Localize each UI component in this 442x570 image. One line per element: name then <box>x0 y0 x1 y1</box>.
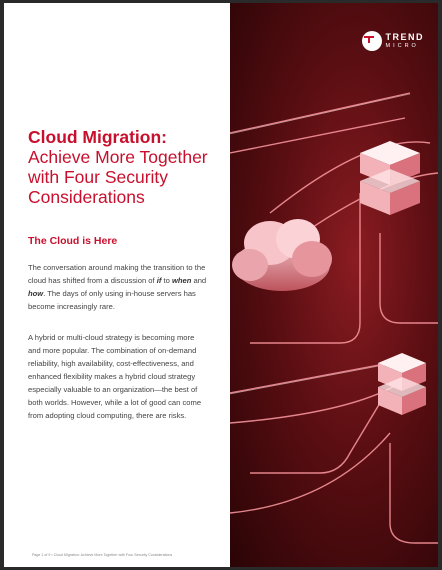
page-footer: Page 1 of 9 • Cloud Migration: Achieve More Together with Four Security Considerations <box>32 553 173 557</box>
paragraph-1: The conversation around making the transition to the cloud has shifted from a discussion of if to when and how. The days of only using in-house servers has become increasingly rare. <box>28 263 207 311</box>
section-heading: The Cloud is Here <box>28 235 118 247</box>
cloud-servers-illustration <box>230 3 438 567</box>
brand-name: TREND <box>385 31 424 42</box>
cloud-shape <box>232 219 332 291</box>
paragraph-2: A hybrid or multi-cloud strategy is becoming more and more popular. The combination of on-demand reliability, high availability, cost-effectiveness, and enhanced flexibility makes a hybrid cloud strategy especially valuable to an organization—the best of both worlds. However, while a lot of good can come from adopting cloud computing, there are risks. <box>28 333 202 420</box>
server-stack-lower <box>378 353 426 415</box>
title-bold: Cloud Migration: <box>28 127 168 147</box>
server-stack-upper <box>360 141 420 215</box>
document-title <box>28 127 228 207</box>
trend-micro-logo-icon <box>362 31 382 51</box>
brand-logo <box>362 31 425 51</box>
title-subtitle: Achieve More Together with Four Security Considerations <box>28 147 208 207</box>
document-page <box>4 3 438 567</box>
brand-subname: MICRO <box>385 42 419 49</box>
cover-illustration <box>230 3 438 567</box>
